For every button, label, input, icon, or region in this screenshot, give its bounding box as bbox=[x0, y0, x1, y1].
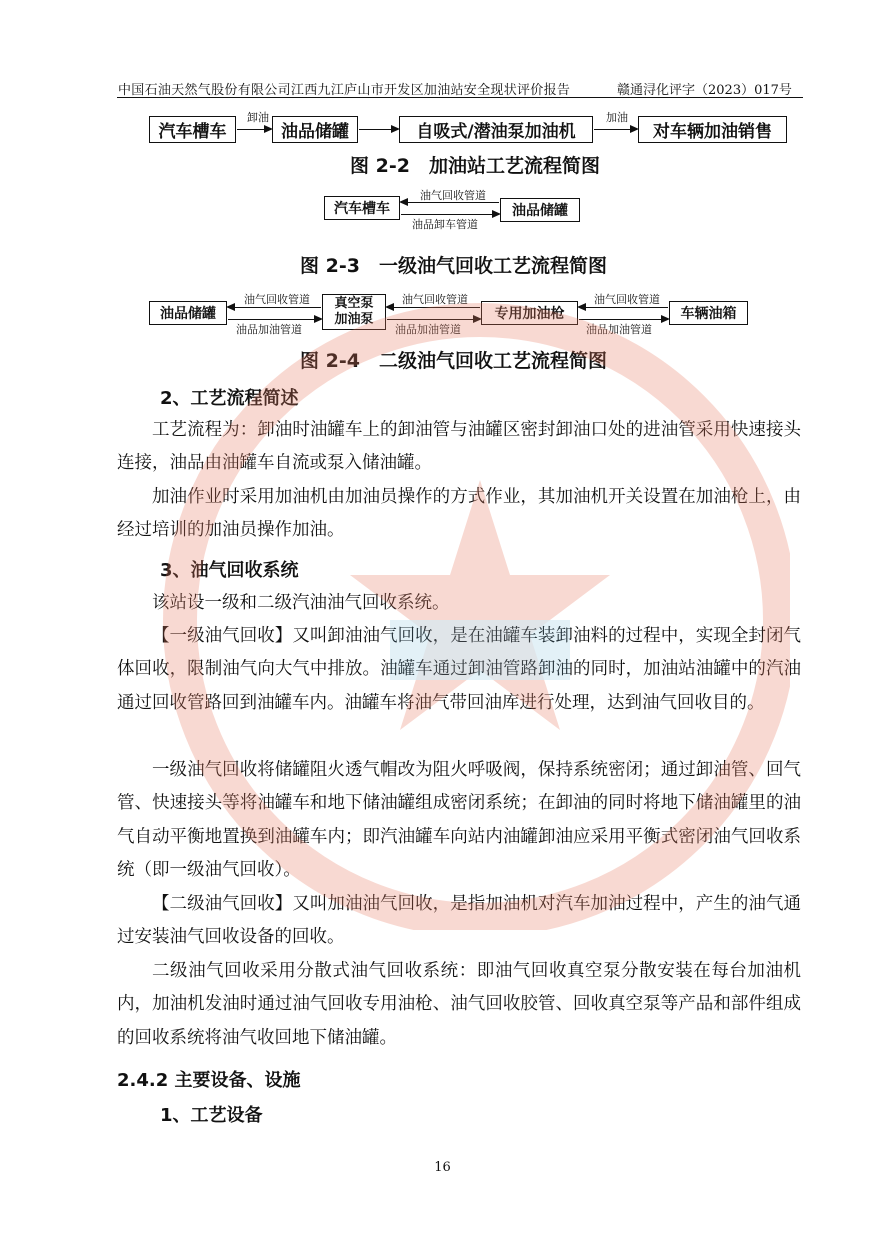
flow-arrow bbox=[228, 307, 321, 308]
flow-label-vapor-pipe: 油气回收管道 bbox=[420, 189, 486, 202]
flow-box-nozzle: 专用加油枪 bbox=[481, 301, 578, 325]
paragraph-stage-one: 【一级油气回收】又叫卸油油气回收，是在油罐车装卸油料的过程中，实现全封闭气体回收，限制油气向大气中排放。油罐车通过卸油管路卸油的同时，加油站油罐中的汽油通过回收管路回到油罐车内。油罐车将油气带回油库进行处理，达到油气回收目的。 bbox=[117, 626, 801, 713]
flow-arrow bbox=[237, 129, 271, 130]
paragraph-stage-one-detail: 一级油气回收将储罐阻火透气帽改为阻火呼吸阀，保持系统密闭；通过卸油管、回气管、快速接头等将油罐车和地下储油罐组成密闭系统；在卸油的同时将地下储油罐里的油气自动平衡地置换到油罐车内；即汽油罐车向站内油罐卸油应采用平衡式密闭油气回收系统（即一级油气回收）。 bbox=[117, 760, 801, 880]
flow-box-vehicle-tank: 车辆油箱 bbox=[669, 301, 748, 325]
flow-arrow bbox=[387, 319, 480, 320]
page-number: 16 bbox=[434, 1160, 451, 1175]
flow-label-vapor-pipe: 油气回收管道 bbox=[244, 293, 310, 306]
flow-arrow bbox=[387, 307, 480, 308]
figure-2-3-caption: 图 2-3 一级油气回收工艺流程简图 bbox=[300, 255, 607, 277]
flow-label-unload: 卸油 bbox=[247, 111, 269, 124]
flow-arrow bbox=[359, 129, 398, 130]
flow-box-tanker: 汽车槽车 bbox=[149, 116, 236, 143]
flow-label-fuel-pipe: 油品加油管道 bbox=[586, 323, 652, 336]
flow-box-vacuum-pump: 真空泵 bbox=[334, 296, 374, 311]
flow-arrow bbox=[579, 319, 668, 320]
flow-label-vapor-pipe: 油气回收管道 bbox=[402, 293, 468, 306]
flow-box-storage-tank: 油品储罐 bbox=[149, 301, 227, 325]
flow-label-vapor-pipe: 油气回收管道 bbox=[594, 293, 660, 306]
flow-box-tanker: 汽车槽车 bbox=[324, 196, 400, 220]
flow-label-refuel: 加油 bbox=[606, 111, 628, 124]
paragraph-process-1: 工艺流程为：卸油时油罐车上的卸油管与油罐区密封卸油口处的进油管采用快速接头连接，油品由油罐车自流或泵入储油罐。 bbox=[117, 420, 801, 474]
flow-label-fuel-pipe: 油品加油管道 bbox=[236, 323, 302, 336]
flow-box-storage-tank: 油品储罐 bbox=[500, 198, 580, 222]
section-heading-process: 2、工艺流程简述 bbox=[160, 388, 299, 409]
paragraph-process-2: 加油作业时采用加油机由加油员操作的方式作业，其加油机开关设置在加油枪上，由经过培训的加油员操作加油。 bbox=[117, 487, 801, 541]
section-heading-vapor-recovery: 3、油气回收系统 bbox=[160, 560, 299, 581]
flow-arrow bbox=[401, 202, 499, 203]
flow-box-pumps bbox=[322, 294, 386, 330]
header-report-number: 赣通浔化评字（2023）017号 bbox=[617, 83, 792, 98]
header-report-title: 中国石油天然气股份有限公司江西九江庐山市开发区加油站安全现状评价报告 bbox=[118, 83, 571, 98]
flow-box-vehicle-sales: 对车辆加油销售 bbox=[638, 116, 787, 143]
flow-box-dispenser: 自吸式/潜油泵加油机 bbox=[399, 116, 593, 143]
paragraph-recovery-intro: 该站设一级和二级汽油油气回收系统。 bbox=[152, 593, 450, 613]
flow-arrow bbox=[228, 319, 321, 320]
flow-label-fuel-pipe: 油品加油管道 bbox=[395, 323, 461, 336]
section-heading-process-equipment: 1、工艺设备 bbox=[160, 1105, 263, 1126]
flow-label-unload-pipe: 油品卸车管道 bbox=[412, 218, 478, 231]
flow-box-fuel-pump: 加油泵 bbox=[334, 312, 374, 327]
paragraph-stage-two-detail: 二级油气回收采用分散式油气回收系统：即油气回收真空泵分散安装在每台加油机内，加油机发油时通过油气回收专用油枪、油气回收胶管、回收真空泵等产品和部件组成的回收系统将油气收回地下储油罐。 bbox=[117, 961, 801, 1048]
flow-arrow bbox=[401, 214, 499, 215]
paragraph-stage-two: 【二级油气回收】又叫加油油气回收，是指加油机对汽车加油过程中，产生的油气通过安装油气回收设备的回收。 bbox=[117, 894, 801, 948]
flow-box-storage-tank: 油品储罐 bbox=[272, 116, 358, 143]
figure-2-4-caption: 图 2-4 二级油气回收工艺流程简图 bbox=[300, 350, 607, 372]
header-divider bbox=[117, 97, 803, 98]
section-heading-equipment: 2.4.2 主要设备、设施 bbox=[117, 1070, 301, 1091]
flow-arrow bbox=[579, 307, 668, 308]
figure-2-2-caption: 图 2-2 加油站工艺流程简图 bbox=[350, 155, 600, 177]
flow-arrow bbox=[594, 129, 637, 130]
